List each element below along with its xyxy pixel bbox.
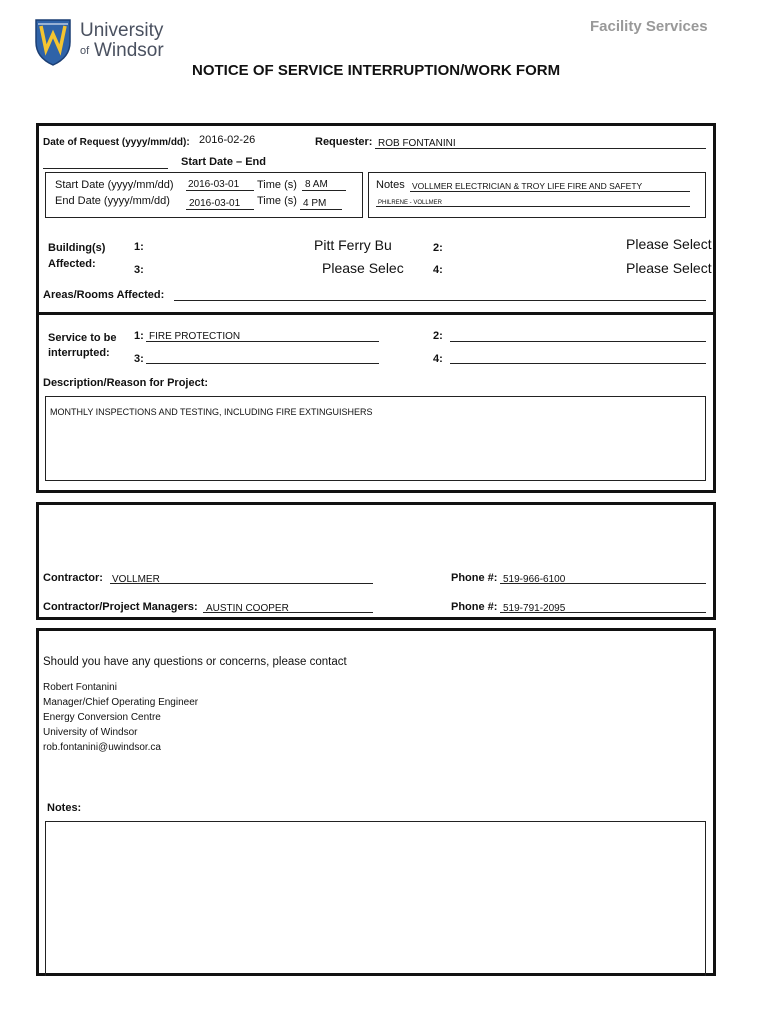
contact-details bbox=[43, 680, 198, 755]
notes-box bbox=[368, 172, 706, 218]
contact-line: University of Windsor bbox=[43, 727, 138, 738]
areas-rooms-label: Areas/Rooms Affected: bbox=[43, 289, 165, 301]
end-time-label: Time (s) bbox=[257, 195, 297, 207]
phone-1-value[interactable]: 519-966-6100 bbox=[503, 574, 566, 585]
university-logo bbox=[34, 16, 169, 68]
phone-2-label: Phone #: bbox=[451, 601, 498, 613]
contractor-label: Contractor: bbox=[43, 572, 103, 584]
start-time-value[interactable]: 8 AM bbox=[305, 179, 328, 190]
section-divider bbox=[36, 312, 716, 315]
start-end-label: Start Date – End bbox=[181, 156, 266, 168]
service-2-field[interactable] bbox=[450, 341, 706, 342]
building-2-select[interactable]: Please Select bbox=[626, 236, 712, 252]
blank-underline bbox=[43, 168, 168, 169]
notes-line-1[interactable]: VOLLMER ELECTRICIAN & TROY LIFE FIRE AND SAFETY bbox=[412, 181, 643, 191]
managers-label: Contractor/Project Managers: bbox=[43, 601, 198, 613]
buildings-label-2: Affected: bbox=[48, 258, 96, 270]
service-1-number: 1: bbox=[134, 330, 144, 342]
end-time-value[interactable]: 4 PM bbox=[303, 198, 327, 209]
building-3-select[interactable]: Please Selec bbox=[322, 260, 404, 276]
service-label-2: interrupted: bbox=[48, 347, 110, 359]
contact-email[interactable]: rob.fontanini@uwindsor.ca bbox=[43, 742, 161, 753]
shield-icon bbox=[34, 16, 72, 66]
service-3-number: 3: bbox=[134, 353, 144, 365]
building-2-number: 2: bbox=[433, 242, 443, 254]
building-4-select[interactable]: Please Select bbox=[626, 260, 712, 276]
logo-of-text: of bbox=[80, 45, 90, 57]
buildings-label-1: Building(s) bbox=[48, 242, 106, 254]
building-1-number: 1: bbox=[134, 241, 144, 253]
phone-1-label: Phone #: bbox=[451, 572, 498, 584]
requester-underline bbox=[375, 148, 706, 149]
start-time-label: Time (s) bbox=[257, 179, 297, 191]
contact-line: Energy Conversion Centre bbox=[43, 712, 161, 723]
logo-university-text: University bbox=[80, 20, 164, 41]
department-label: Facility Services bbox=[590, 18, 708, 35]
contact-intro: Should you have any questions or concerns, please contact bbox=[43, 656, 347, 668]
description-label: Description/Reason for Project: bbox=[43, 377, 209, 389]
building-1-select[interactable]: Pitt Ferry Bu bbox=[314, 237, 392, 253]
service-2-number: 2: bbox=[433, 330, 443, 342]
form-title: NOTICE OF SERVICE INTERRUPTION/WORK FORM bbox=[192, 62, 561, 79]
notes-line-2[interactable]: PHILRENE - VOLLMER bbox=[378, 200, 443, 206]
building-3-number: 3: bbox=[134, 264, 144, 276]
requester-label: Requester: bbox=[315, 136, 373, 148]
description-value: MONTHLY INSPECTIONS AND TESTING, INCLUDING FIRE EXTINGUISHERS bbox=[50, 407, 373, 417]
requester-value[interactable]: ROB FONTANINI bbox=[378, 138, 456, 149]
phone-2-value[interactable]: 519-791-2095 bbox=[503, 603, 566, 614]
end-date-value[interactable]: 2016-03-01 bbox=[189, 198, 241, 209]
service-4-field[interactable] bbox=[450, 363, 706, 364]
date-of-request-label: Date of Request (yyyy/mm/dd): bbox=[43, 137, 190, 148]
start-date-value[interactable]: 2016-03-01 bbox=[188, 179, 240, 190]
areas-rooms-field[interactable] bbox=[174, 300, 706, 301]
contact-line: Manager/Chief Operating Engineer bbox=[43, 697, 199, 708]
notes-textarea[interactable] bbox=[45, 821, 706, 976]
notes-section-label: Notes: bbox=[47, 802, 82, 814]
service-label-1: Service to be bbox=[48, 332, 117, 344]
notes-label: Notes bbox=[376, 179, 405, 191]
building-4-number: 4: bbox=[433, 264, 443, 276]
start-date-label: Start Date (yyyy/mm/dd) bbox=[55, 179, 174, 191]
service-1-value[interactable]: FIRE PROTECTION bbox=[149, 331, 241, 342]
service-3-field[interactable] bbox=[146, 363, 379, 364]
managers-value[interactable]: AUSTIN COOPER bbox=[206, 603, 289, 614]
contractor-value[interactable]: VOLLMER bbox=[112, 574, 160, 585]
date-of-request-value[interactable]: 2016-02-26 bbox=[199, 134, 256, 146]
contact-line: Robert Fontanini bbox=[43, 682, 117, 693]
end-date-label: End Date (yyyy/mm/dd) bbox=[55, 195, 170, 207]
logo-windsor-text: Windsor bbox=[94, 40, 164, 61]
service-4-number: 4: bbox=[433, 353, 443, 365]
